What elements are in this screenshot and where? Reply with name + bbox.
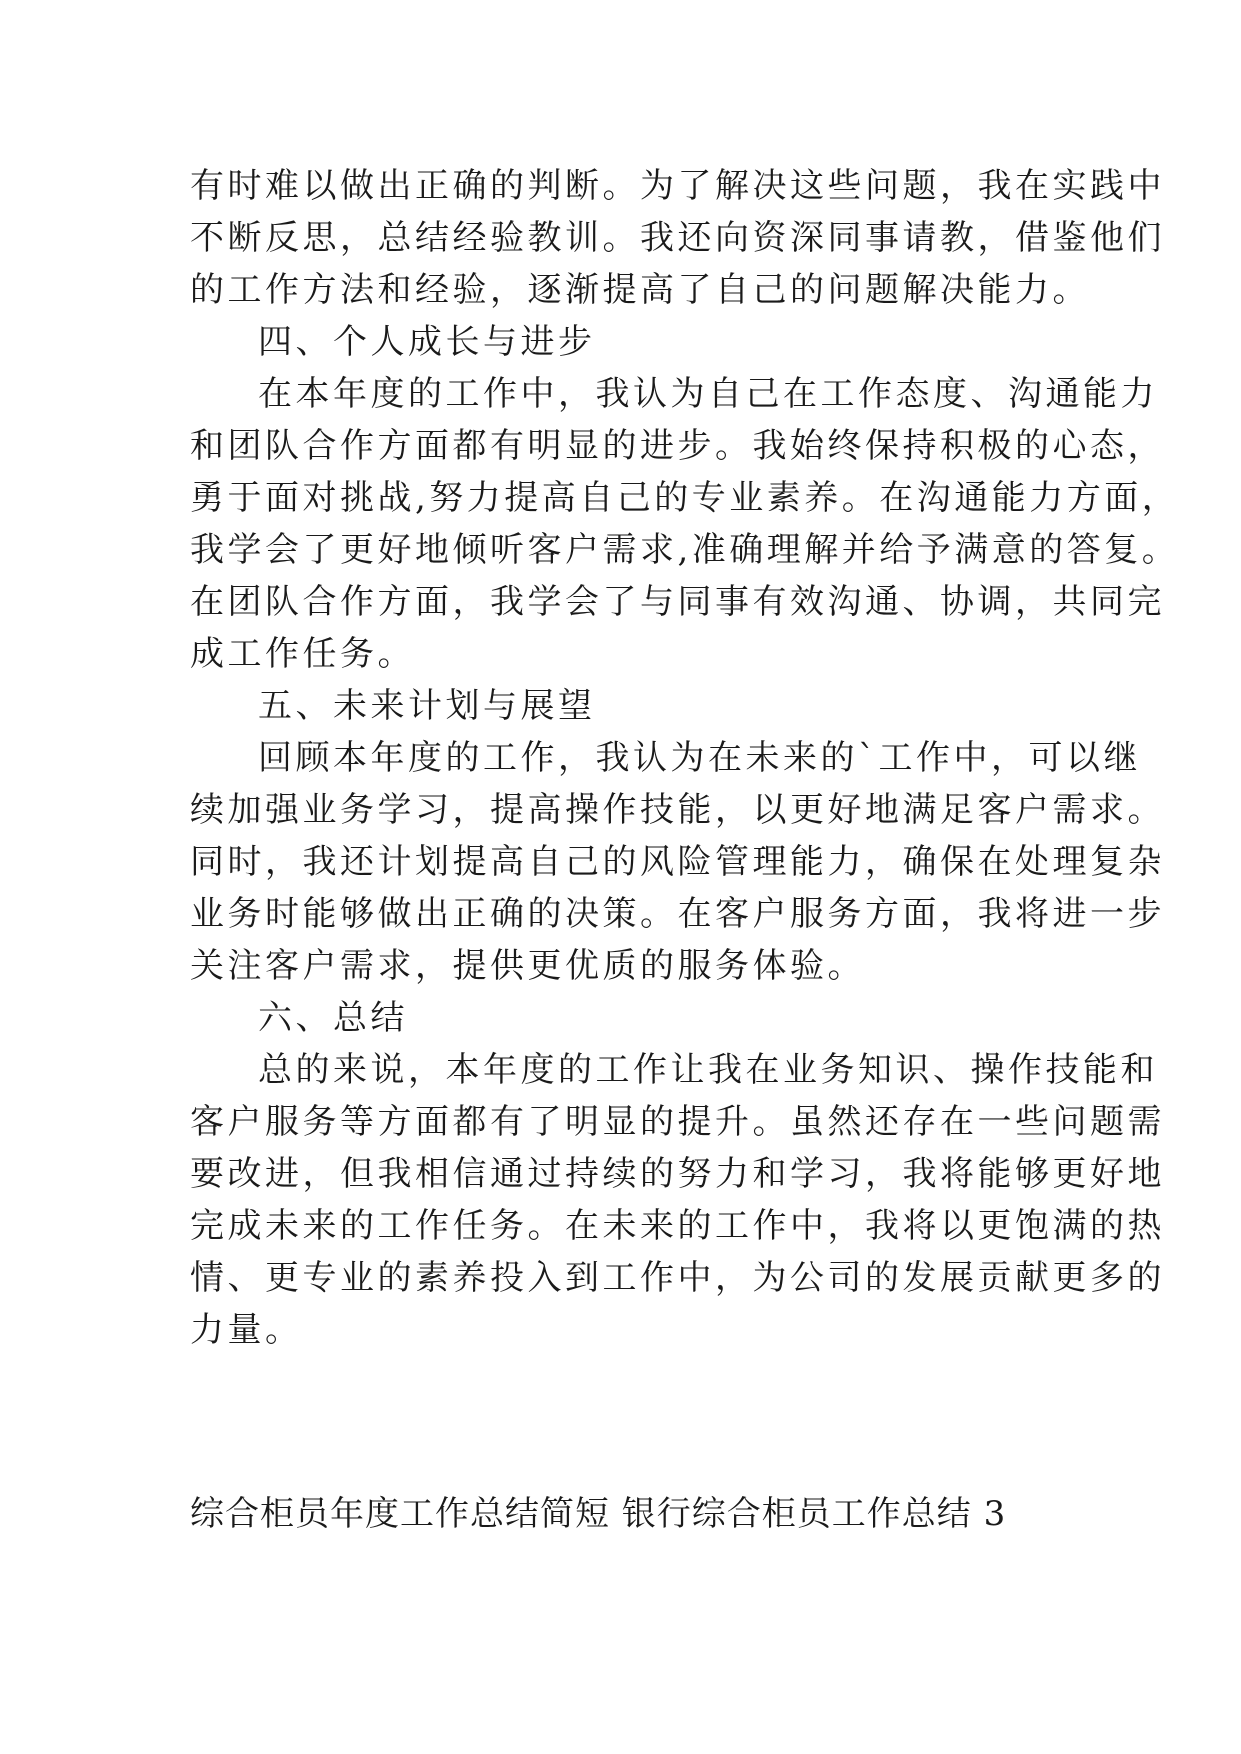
paragraph-line: 的工作方法和经验，逐渐提高了自己的问题解决能力。: [190, 270, 1090, 310]
paragraph-line: 客户服务等方面都有了明显的提升。虽然还存在一些问题需: [190, 1102, 1165, 1142]
paragraph-line: 关注客户需求，提供更优质的服务体验。: [190, 946, 865, 986]
paragraph-line: 情、更专业的素养投入到工作中，为公司的发展贡献更多的: [190, 1258, 1165, 1298]
paragraph-line: 我学会了更好地倾听客户需求,准确理解并给予满意的答复。: [190, 530, 1180, 570]
document-body: [190, 160, 1180, 1356]
paragraph-line: 要改进，但我相信通过持续的努力和学习，我将能够更好地: [190, 1154, 1165, 1194]
paragraph-line: 回顾本年度的工作，我认为在未来的`工作中，可以继: [258, 738, 1141, 778]
paragraph-line: 勇于面对挑战,努力提高自己的专业素养。在沟通能力方面，: [190, 478, 1180, 518]
paragraph-line: 有时难以做出正确的判断。为了解决这些问题，我在实践中: [190, 166, 1165, 206]
paragraph-line: 完成未来的工作任务。在未来的工作中，我将以更饱满的热: [190, 1206, 1165, 1246]
paragraph-line: 不断反思，总结经验教训。我还向资深同事请教，借鉴他们: [190, 218, 1165, 258]
paragraph-line: 续加强业务学习，提高操作技能，以更好地满足客户需求。: [190, 790, 1165, 830]
paragraph-line: 力量。: [190, 1310, 303, 1350]
section-heading: 五、未来计划与展望: [258, 686, 596, 726]
paragraph-line: 成工作任务。: [190, 634, 415, 674]
paragraph-line: 在本年度的工作中，我认为自己在工作态度、沟通能力: [258, 374, 1158, 414]
document-title-footer: 综合柜员年度工作总结简短 银行综合柜员工作总结 3: [190, 1494, 1007, 1534]
paragraph-line: 和团队合作方面都有明显的进步。我始终保持积极的心态，: [190, 426, 1165, 466]
paragraph-line: 在团队合作方面，我学会了与同事有效沟通、协调，共同完: [190, 582, 1165, 622]
paragraph-line: 同时，我还计划提高自己的风险管理能力，确保在处理复杂: [190, 842, 1165, 882]
paragraph-line: 业务时能够做出正确的决策。在客户服务方面，我将进一步: [190, 894, 1165, 934]
section-heading: 六、总结: [258, 998, 408, 1038]
paragraph-line: 总的来说，本年度的工作让我在业务知识、操作技能和: [258, 1050, 1158, 1090]
section-heading: 四、个人成长与进步: [258, 322, 596, 362]
